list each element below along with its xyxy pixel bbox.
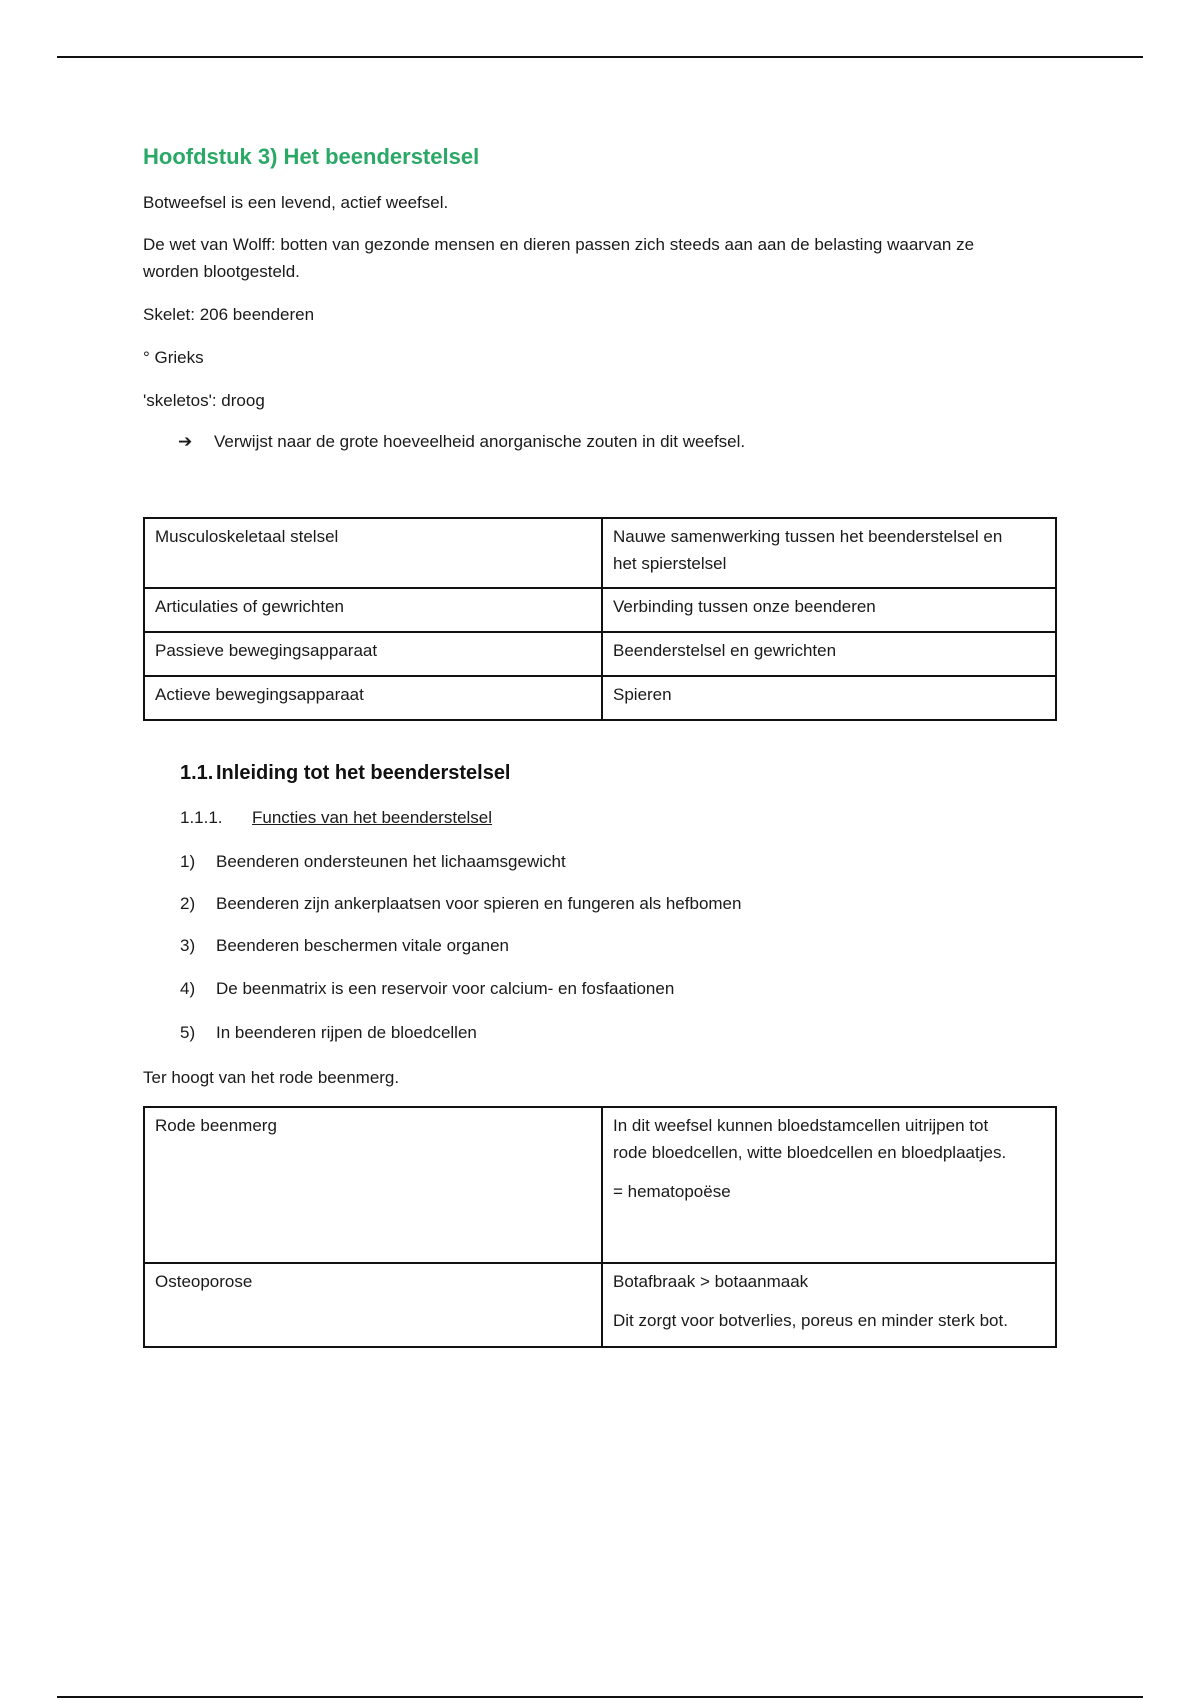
- list-number: 5): [180, 1023, 196, 1042]
- table-cell-definition: [602, 1107, 1056, 1263]
- table-cell-definition: [602, 1263, 1056, 1347]
- list-item: [180, 894, 741, 914]
- section-title: Inleiding tot het beenderstelsel: [216, 762, 511, 784]
- definition-line: In dit weefsel kunnen bloedstamcellen uitrijpen tot: [613, 1116, 989, 1135]
- definition-line: rode bloedcellen, witte bloedcellen en bloedplaatjes.: [613, 1143, 1007, 1162]
- wolff-law-line-2: worden blootgesteld.: [143, 262, 300, 281]
- table-cell-term: Osteoporose: [144, 1263, 602, 1347]
- table-row: [144, 1107, 1056, 1263]
- table-cell-term: Actieve bewegingsapparaat: [144, 676, 602, 720]
- subsection-heading: [180, 808, 492, 828]
- definition-line: Dit zorgt voor botverlies, poreus en minder sterk bot.: [613, 1311, 1008, 1330]
- table-row: [144, 1263, 1056, 1347]
- list-number: 3): [180, 936, 196, 955]
- table-cell-definition: Spieren: [602, 676, 1056, 720]
- table-cell-term: Rode beenmerg: [144, 1107, 602, 1263]
- list-text: Beenderen zijn ankerplaatsen voor spieren en fungeren als hefbomen: [216, 894, 742, 913]
- arrow-bullet: [178, 432, 745, 452]
- definition-line: Botafbraak > botaanmaak: [613, 1272, 809, 1291]
- definition-line: = hematopoëse: [613, 1182, 731, 1201]
- page-title: Hoofdstuk 3) Het beenderstelsel: [143, 144, 480, 169]
- footer-rule: [57, 1696, 1143, 1698]
- subsection-number: 1.1.1.: [180, 808, 223, 827]
- subsection-title: Functies van het beenderstelsel: [252, 808, 493, 827]
- list-item: [180, 1023, 477, 1043]
- list-item: [180, 936, 509, 956]
- definitions-table-1: [143, 517, 1057, 721]
- definition-line: het spierstelsel: [613, 554, 727, 573]
- list-number: 4): [180, 979, 196, 998]
- table-cell-definition: [602, 518, 1056, 588]
- table-cell-definition: Beenderstelsel en gewrichten: [602, 632, 1056, 676]
- section-number: 1.1.: [180, 762, 214, 784]
- list-text: De beenmatrix is een reservoir voor calcium- en fosfaationen: [216, 979, 675, 998]
- table-row: [144, 632, 1056, 676]
- list-text: Beenderen ondersteunen het lichaamsgewicht: [216, 852, 566, 871]
- table-cell-term: Articulaties of gewrichten: [144, 588, 602, 632]
- skeleton-count: Skelet: 206 beenderen: [143, 305, 315, 324]
- list-item: [180, 852, 566, 872]
- wolff-law-line-1: De wet van Wolff: botten van gezonde mensen en dieren passen zich steeds aan aan de belasting waarvan ze: [143, 235, 975, 254]
- table-row: [144, 588, 1056, 632]
- arrow-right-icon: ➔: [178, 432, 193, 451]
- definitions-table-2: [143, 1106, 1057, 1348]
- list-number: 2): [180, 894, 196, 913]
- list-item: [180, 979, 674, 999]
- list-text: In beenderen rijpen de bloedcellen: [216, 1023, 477, 1042]
- section-heading: [180, 762, 511, 785]
- definition-line: Nauwe samenwerking tussen het beenderstelsel en: [613, 527, 1003, 546]
- table-row: [144, 676, 1056, 720]
- table-cell-term: Musculoskeletaal stelsel: [144, 518, 602, 588]
- table-cell-term: Passieve bewegingsapparaat: [144, 632, 602, 676]
- list-number: 1): [180, 852, 196, 871]
- table-cell-definition: Verbinding tussen onze beenderen: [602, 588, 1056, 632]
- table-row: [144, 518, 1056, 588]
- arrow-bullet-text: Verwijst naar de grote hoeveelheid anorganische zouten in dit weefsel.: [214, 432, 746, 451]
- origin-note: ° Grieks: [143, 348, 204, 367]
- bone-marrow-note: Ter hoogt van het rode beenmerg.: [143, 1068, 400, 1087]
- list-text: Beenderen beschermen vitale organen: [216, 936, 509, 955]
- etymology-note: 'skeletos': droog: [143, 391, 265, 410]
- intro-paragraph-1: Botweefsel is een levend, actief weefsel.: [143, 193, 449, 212]
- header-rule: [57, 56, 1143, 58]
